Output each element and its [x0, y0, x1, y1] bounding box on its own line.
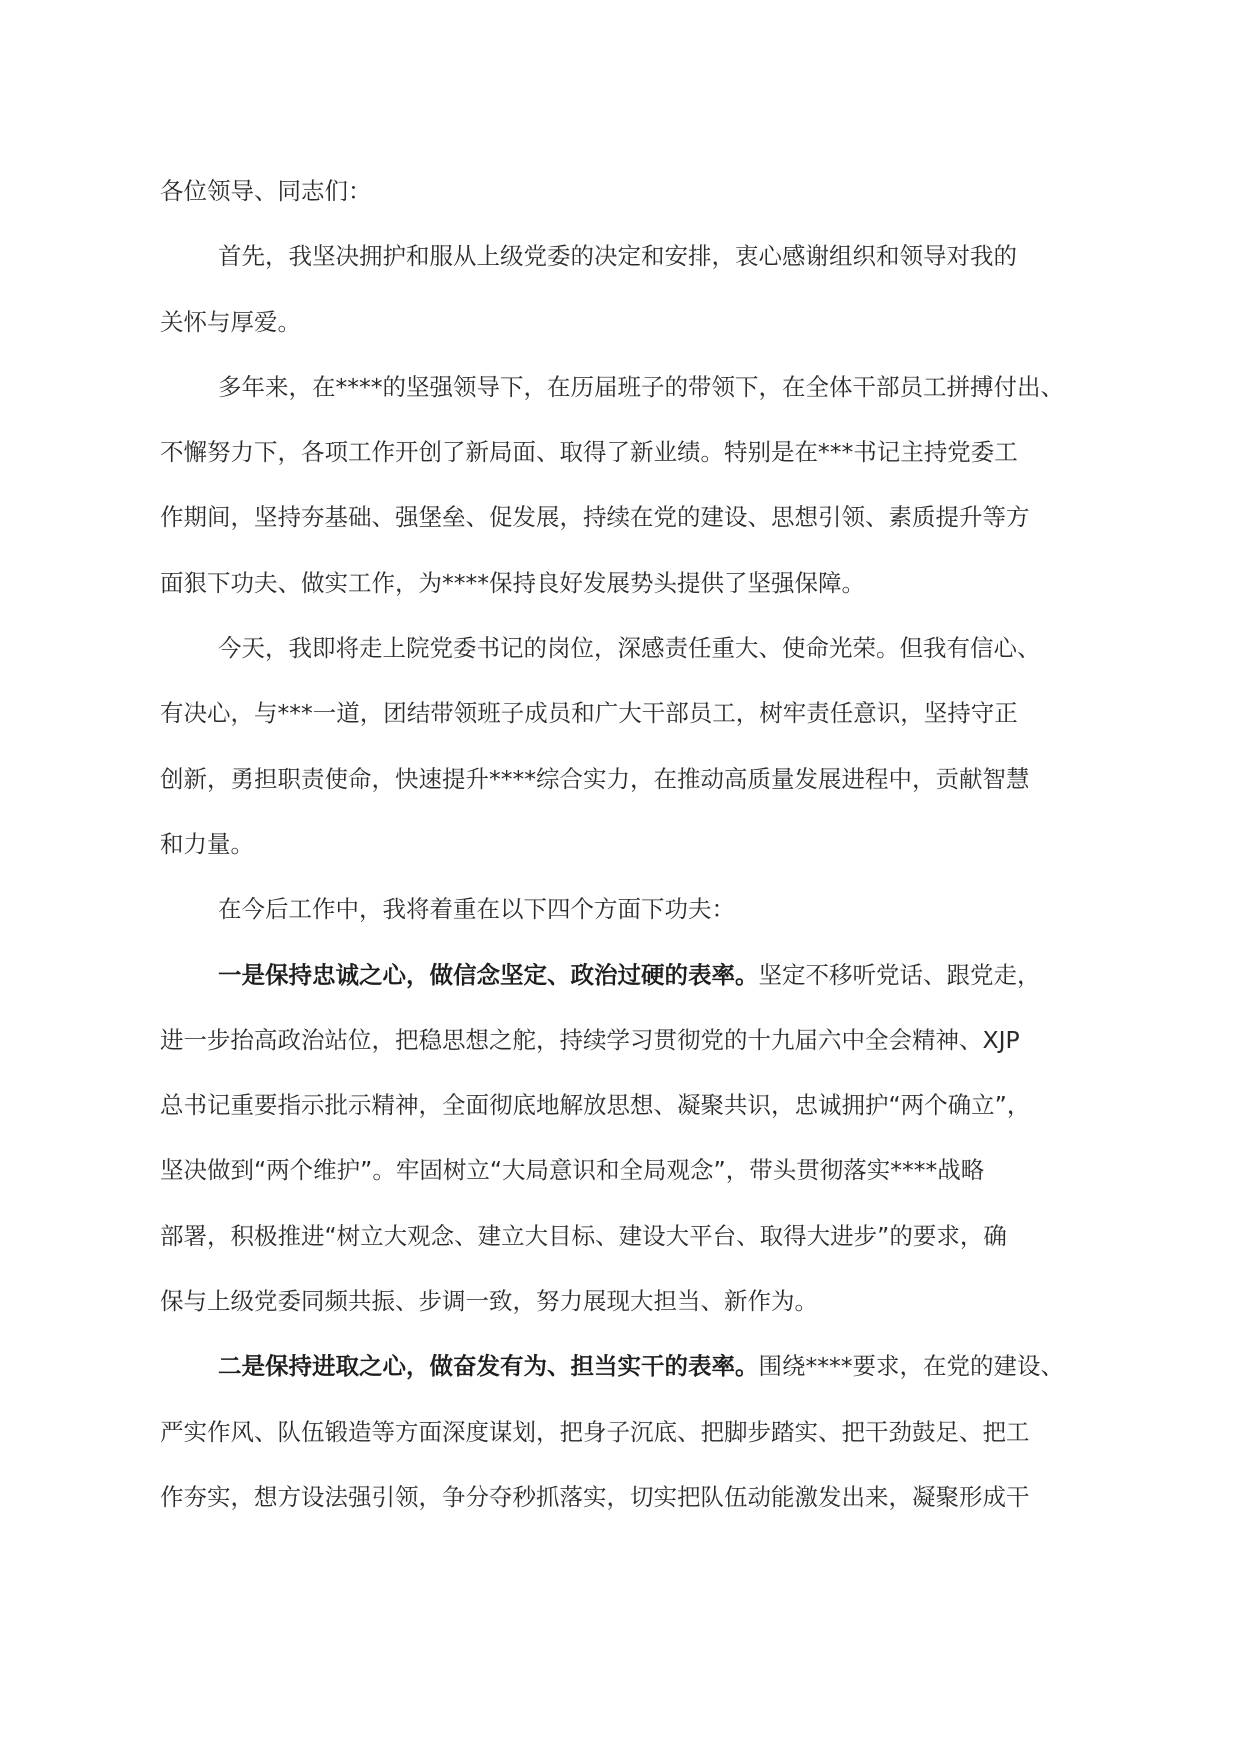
text-line	[160, 698, 1100, 763]
text-line	[160, 176, 1100, 241]
body-text: 有决心，与***一道，团结带领班子成员和广大干部员工，树牢责任意识，坚持守正	[160, 699, 1018, 728]
text-line	[160, 1221, 1100, 1286]
body-text: 部署，积极推进“树立大观念、建立大目标、建设大平台、取得大进步”的要求，确	[160, 1221, 1007, 1250]
body-text: 各位领导、同志们：	[160, 177, 372, 205]
body-text: 坚定不移听党话、跟党走，	[758, 960, 1041, 989]
body-text: 围绕****要求，在党的建设、	[758, 1352, 1064, 1381]
text-line	[160, 1155, 1100, 1220]
body-text: 和力量。	[160, 829, 254, 858]
body-text: 今天，我即将走上院党委书记的岗位，深感责任重大、使命光荣。但我有信心、	[218, 634, 1041, 663]
text-line	[160, 1417, 1100, 1482]
body-text: 多年来，在****的坚强领导下，在历届班子的带领下，在全体干部员工拼搏付出、	[218, 372, 1064, 401]
text-line	[160, 829, 1100, 894]
body-text: 在今后工作中，我将着重在以下四个方面下功夫：	[218, 895, 735, 924]
body-text: 创新，勇担职责使命，快速提升****综合实力，在推动高质量发展进程中，贡献智慧	[160, 764, 1030, 793]
text-line	[160, 307, 1100, 372]
bold-heading-text: 一是保持忠诚之心，做信念坚定、政治过硬的表率。	[218, 960, 759, 989]
text-line	[160, 568, 1100, 633]
body-text: 面狠下功夫、做实工作，为****保持良好发展势头提供了坚强保障。	[160, 568, 865, 597]
body-text: 保与上级党委同频共振、步调一致，努力展现大担当、新作为。	[160, 1287, 818, 1316]
body-text: 不懈努力下，各项工作开创了新局面、取得了新业绩。特别是在***书记主持党委工	[160, 438, 1018, 467]
body-text: 作期间，坚持夯基础、强堡垒、促发展，持续在党的建设、思想引领、素质提升等方	[160, 503, 1030, 532]
text-line	[160, 1025, 1100, 1090]
body-text: 进一步抬高政治站位，把稳思想之舵，持续学习贯彻党的十九届六中全会精神、XJP	[160, 1025, 1020, 1054]
text-line	[160, 241, 1100, 306]
body-text: 作夯实，想方设法强引领，争分夺秒抓落实，切实把队伍动能激发出来，凝聚形成干	[160, 1482, 1030, 1511]
text-line	[160, 1351, 1100, 1416]
body-text: 总书记重要指示批示精神，全面彻底地解放思想、凝聚共识，忠诚拥护“两个确立”，	[160, 1091, 1031, 1120]
document-body	[160, 176, 1100, 1547]
body-text: 首先，我坚决拥护和服从上级党委的决定和安排，衷心感谢组织和领导对我的	[218, 242, 1017, 271]
text-line	[160, 502, 1100, 567]
text-line	[160, 1482, 1100, 1547]
text-line	[160, 1090, 1100, 1155]
bold-heading-text: 二是保持进取之心，做奋发有为、担当实干的表率。	[218, 1352, 759, 1381]
body-text: 关怀与厚爱。	[160, 307, 301, 336]
text-line	[160, 1286, 1100, 1351]
text-line	[160, 437, 1100, 502]
text-line	[160, 894, 1100, 959]
text-line	[160, 764, 1100, 829]
text-line	[160, 633, 1100, 698]
body-text: 坚决做到“两个维护”。牢固树立“大局意识和全局观念”，带头贯彻落实****战略	[160, 1156, 985, 1185]
body-text: 严实作风、队伍锻造等方面深度谋划，把身子沉底、把脚步踏实、把干劲鼓足、把工	[160, 1417, 1030, 1446]
text-line	[160, 372, 1100, 437]
text-line	[160, 960, 1100, 1025]
